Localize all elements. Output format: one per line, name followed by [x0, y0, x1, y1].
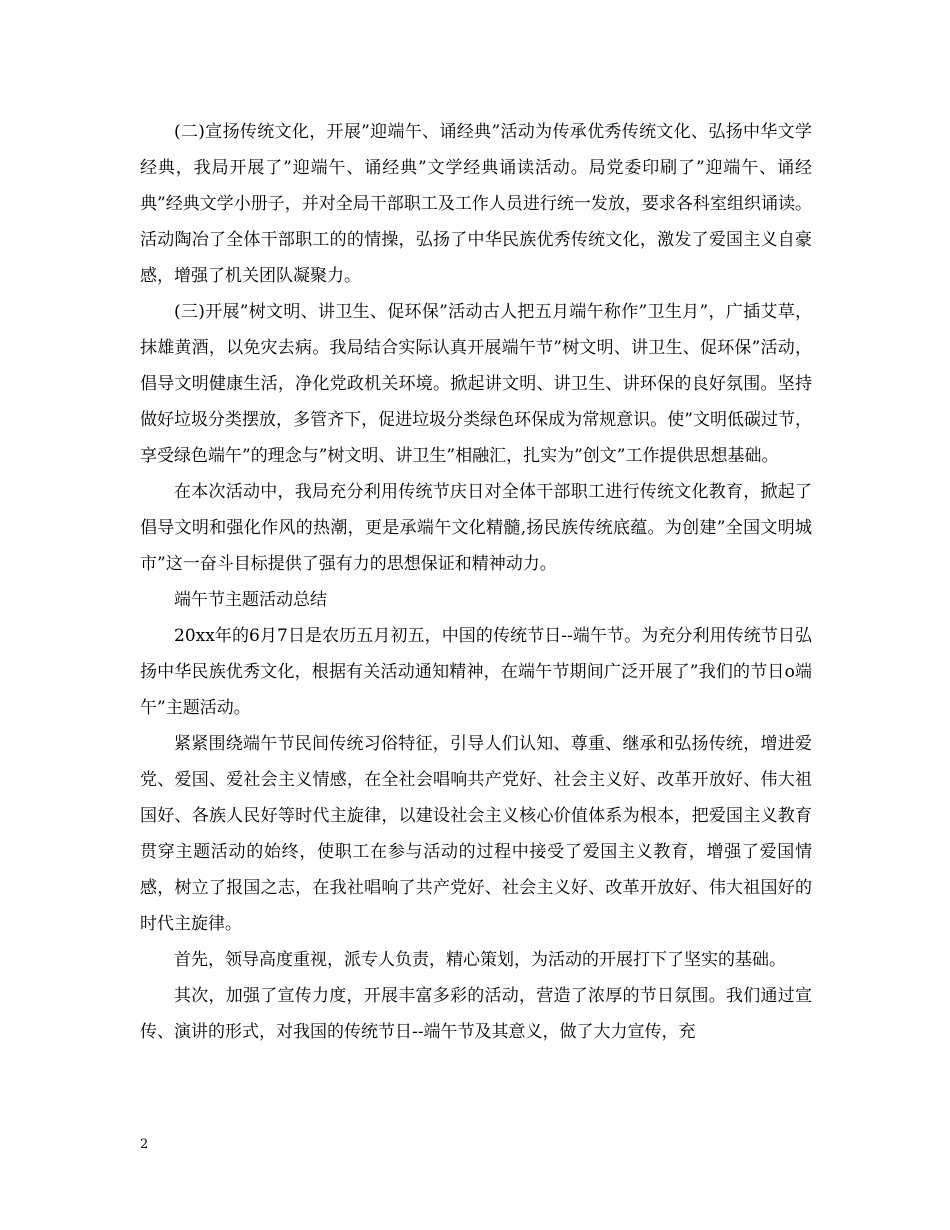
page-number: 2 [140, 1137, 149, 1152]
paragraph-traditional-culture: (二)宣扬传统文化，开展”迎端午、诵经典”活动为传承优秀传统文化、弘扬中华文学经典，我局开展了”迎端午、诵经典”文学经典诵读活动。局党委印刷了”迎端午、诵经典”经典文学小册子，并对全局干部职工及工作人员进行统一发放，要求各科室组织诵读。活动陶冶了全体干部职工的的情操，弘扬了中华民族优秀传统文化，激发了爱国主义自豪感，增强了机关团队凝聚力。 [140, 122, 812, 286]
paragraph-festival-intro: 20xx年的6月7日是农历五月初五，中国的传统节日--端午节。为充分利用传统节日弘扬中华民族优秀文化，根据有关活动通知精神，在端午节期间广泛开展了”我们的节日o端午”主题活动。 [140, 626, 812, 718]
paragraph-festival-theme: 紧紧围绕端午节民间传统习俗特征，引导人们认知、尊重、继承和弘扬传统，增进爱党、爱国、爱社会主义情感，在全社会唱响共产党好、社会主义好、改革开放好、伟大祖国好、各族人民好等时代主旋律，以建设社会主义核心价值体系为根本，把爱国主义教育贯穿主题活动的始终，使职工在参与活动的过程中接受了爱国主义教育，增强了爱国情感，树立了报国之志，在我社唱响了共产党好、社会主义好、改革开放好、伟大祖国好的时代主旋律。 [140, 734, 812, 934]
paragraph-hygiene-activity: (三)开展”树文明、讲卫生、促环保”活动古人把五月端午称作”卫生月”，广插艾草，抹雄黄酒，以免灾去病。我局结合实际认真开展端午节”树文明、讲卫生、促环保”活动，倡导文明健康生活，净化党政机关环境。掀起讲文明、讲卫生、讲环保的良好氛围。坚持做好垃圾分类摆放，多管齐下，促进垃圾分类绿色环保成为常规意识。使”文明低碳过节，享受绿色端午”的理念与”树文明、讲卫生”相融汇，扎实为”创文”工作提供思想基础。 [140, 302, 812, 466]
paragraph-second-point: 其次，加强了宣传力度，开展丰富多彩的活动，营造了浓厚的节日氛围。我们通过宣传、演讲的形式，对我国的传统节日--端午节及其意义，做了大力宣传，充 [140, 986, 812, 1042]
section-heading: 端午节主题活动总结 [174, 590, 327, 610]
paragraph-activity-summary: 在本次活动中，我局充分利用传统节庆日对全体干部职工进行传统文化教育，掀起了倡导文明和强化作风的热潮，更是承端午文化精髓,扬民族传统底蕴。为创建”全国文明城市”这一奋斗目标提供了强有力的思想保证和精神动力。 [140, 482, 812, 574]
document-body [140, 114, 812, 1050]
paragraph-first-point: 首先，领导高度重视，派专人负责，精心策划，为活动的开展打下了坚实的基础。 [174, 950, 786, 970]
